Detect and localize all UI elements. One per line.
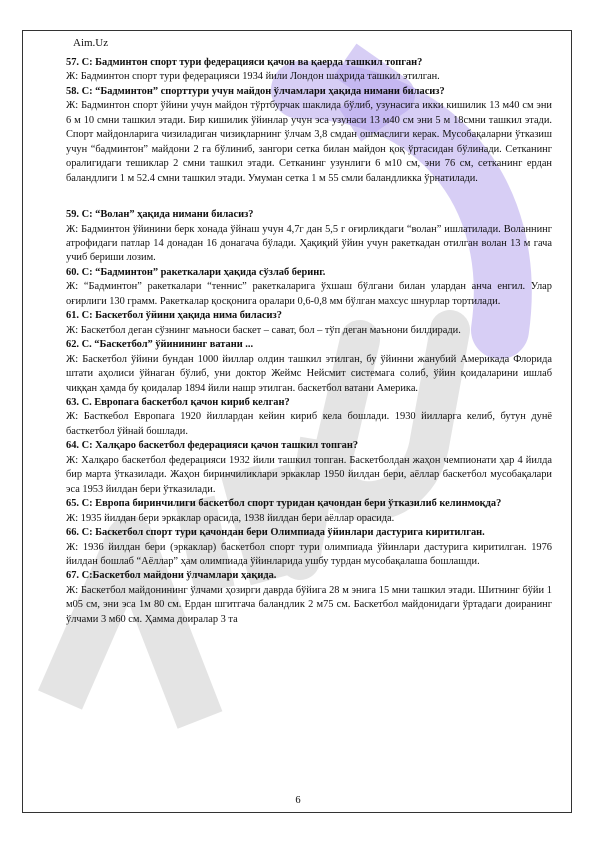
question-67: 67. С:Баскетбол майдони ўлчамлари ҳақида.: [66, 570, 277, 582]
question-65: 65. С: Европа биринчилиги баскетбол спорт туридан қачондан бери ўтказилиб келинмоқда?: [66, 498, 502, 510]
question-62: 62. С. “Баскетбол” ўйинининг ватани ...: [66, 339, 254, 351]
answer-66: Ж: 1936 йилдан бери (эркаклар) баскетбол спорт тури олимпиада ўйинлари дастурига киритилган. 1976 йилдан бошлаб “Аёллар” ҳам олимпиада ўйинларида ушбу турдан мусобақалашa бошлашди.: [66, 541, 552, 567]
section-gap: [66, 186, 552, 208]
answer-67: Ж: Баскетбол майдонининг ўлчами ҳозирги даврда бўйига 28 м энига 15 мни ташкил этади. Шитнинг бўйи 1 м05 см, эни эса 1м 80 см. Ердан шгитгача баландлик 2 м75 см. Баскетбол майдонидаги ўртадаги доиранинг ўлчами 3 м60 см. Ҳамма доиралар 3 та: [66, 584, 552, 625]
question-60: 60. С: “Бадминтон” ракеткалари ҳақида сўзлаб беринг.: [66, 266, 326, 278]
page-number: 6: [295, 795, 301, 806]
question-59: 59. С: “Волан” ҳақида нимани биласиз?: [66, 209, 254, 221]
answer-58: Ж: Бадминтон спорт ўйини учун майдон тўртбурчак шаклида бўлиб, узунасига икки кишилик 13 м40 см эни 6 м 10 смни ташкил этади. Бир кишилик ўйинлар учун эса узунаси 13 м40 см эни 5 м 18смни ташкил этади. Спорт майдонларига чизиладиган чизиқларнинг ўлчам 3,8 смдан ошмаслиги керак. Мусобақаларни ўтказиш учун “бадминтон” майдони 2 га бўлиниб, зангори сетка билан майдон қоқ ўртасидан бўлинади. Сетканинг оралигидаги тешиклар 2 смни ташкил этади. Сетканинг узунлиги 6 м10 см, эни 76 см, сетканинг ердан баландлиги 1 м 52.4 смни ташкил этади. Умуман сетка 1 м 55 смли баландликка ўрнатилади.: [66, 100, 552, 184]
question-58: 58. С: “Бадминтон” спорттури учун майдон ўлчамлари ҳақида нимани биласиз?: [66, 85, 445, 97]
answer-61: Ж: Баскетбол деган сўзнинг маъноси баскет – сават, бол – тўп деган маънони билдиради.: [66, 324, 461, 336]
qa-content: [66, 56, 552, 627]
answer-64: Ж: Халқаро баскетбол федерацияси 1932 йили ташкил топган. Баскетболдан жаҳон чемпионати ҳар 4 йилда бир марта ўтказилади. Жаҳон биринчиликлари эркаклар 1950 йилдан бери, аёллар баскетбол мусобақалари эса 1953 йилдан бери ўтказилади.: [66, 454, 552, 495]
answer-65: Ж: 1935 йилдан бери эркаклар орасида, 1938 йилдан бери аёллар орасида.: [66, 512, 395, 524]
question-63: 63. С. Европага баскетбол қачон кириб келган?: [66, 396, 290, 408]
answer-57: Ж: Бадминтон спорт тури федерацияси 1934 йили Лондон шаҳрида ташкил этилган.: [66, 71, 440, 83]
question-61: 61. С: Баскетбол ўйини ҳақида нима биласиз?: [66, 310, 282, 322]
answer-59: Ж: Бадминтон ўйинини берк хонада ўйнаш учун 4,7г дан 5,5 г оғирликдаги “волан” ишлатилади. Воланнинг атрофидаги патлар 14 донадан 16 донагача бўлади. Ҳақиқий ўйин учун ракеткадан отилган волан 13 м гача учиб бериши лозим.: [66, 223, 552, 264]
answer-63: Ж: Басткебол Европага 1920 йиллардан кейин кириб кела бошлади. 1930 йилларга келиб, бутун дунё басткетбол ўйнай бошлади.: [66, 411, 552, 437]
question-64: 64. С: Халқаро баскетбол федерацияси қачон ташкил топган?: [66, 440, 359, 452]
answer-60: Ж: “Бадминтон” ракеткалари “теннис” ракеткаларига ўхшаш бўлгани билан улардан анча енгил. Улар оғирлиги 130 грамм. Ракеткалар қосқонига оралари 0,6-0,8 мм бўлган махсус шнурлар тортилади.: [66, 281, 552, 307]
answer-62: Ж: Баскетбол ўйини бундан 1000 йиллар олдин ташкил этилган, бу ўйинни жанубий Америкада Флорида штати аҳолиси ўйнаган бўлиб, уни доктор Жеймс Нейсмит системага солиб, ўйин қоидаларини ишлаб чиққан ҳамда бу қоидалар 1894 йили нашр этилган. баскетбол ватани Америка.: [66, 353, 552, 394]
question-57: 57. С: Бадминтон спорт тури федерацияси қачон ва қаерда ташкил топган?: [66, 57, 423, 68]
question-66: 66. С: Баскетбол спорт тури қачондан бери Олимпиада ўйинлари дастурига киритилган.: [66, 527, 485, 539]
header-brand[interactable]: Aim.Uz: [73, 37, 109, 49]
